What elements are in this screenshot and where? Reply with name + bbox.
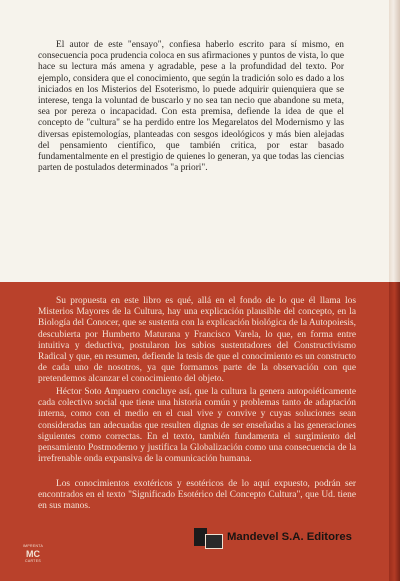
synopsis-paragraph-closing: Los conocimientos exotéricos y esotéricos de lo aquí expuesto, podrán ser encontrados en el texto "Significado Esotérico del Concepto Cultura", que Ud. tiene en sus manos. bbox=[38, 479, 356, 512]
imprint-line-1: IMPRENTA bbox=[22, 544, 44, 548]
book-spine-edge-lower bbox=[389, 282, 400, 581]
synopsis-paragraph-proposal: Su propuesta en este libro es qué, allá en el fondo de lo que él llama los Misterios Mayores de la Cultura, hay una explicación plausible del concepto, en la Biología del Conocer, que se sustenta con la explicación biológica de la Autopoiesis, descubierta por Humberto Maturana y Francisco Varela, lo que, en forma entre intuitiva y deductiva, postularon los sabios sustentadores del Constructivismo Radical y que, en resumen, defiende la tesis de que el conocimiento es un constructo de cada uno de nosotros, ya que formamos parte de la observación con que pretendemos alcanzar el conocimiento del objeto. bbox=[38, 296, 356, 385]
imprint-mark bbox=[20, 544, 46, 572]
publisher-logo-icon bbox=[194, 526, 222, 548]
publisher-block bbox=[194, 525, 352, 549]
synopsis-paragraph-intro: El autor de este "ensayo", confiesa haberlo escrito para sí mismo, en consecuencia poca prudencia coloca en sus afirmaciones y puntos de vista, lo que hace su lectura más amena y agradable, pese a la profundidad del texto. Por ejemplo, considera que el conocimiento, que según la tradición solo es dado a los iniciados en los Misterios del Esoterismo, lo puede adquirir quienquiera que se interese, tenga la voluntad de buscarlo y no sea tan necio que abandone su meta, sea por pereza o incapacidad. Con esta premisa, defiende la idea de que el concepto de "cultura" se ha perdido entre los Megarelatos del Modernismo y las diversas epistemologías, planteadas con sesgos ideológicos y más bien alejadas del pensamiento científico, que también critica, por estar basado fundamentalmente en el prestigio de quienes lo generan, ya que todas las ciencias parten de postulados determinados "a priori". bbox=[38, 40, 344, 174]
imprint-monogram: MC bbox=[26, 549, 40, 559]
imprint-line-3: CARTES bbox=[25, 559, 41, 563]
top-panel bbox=[0, 0, 389, 282]
publisher-name: Mandevel S.A. Editores bbox=[227, 531, 352, 543]
synopsis-paragraph-conclusion: Héctor Soto Ampuero concluye así, que la cultura la genera autopoiéticamente cada colectivo social que tiene una historia común y problemas tanto de adaptación interna, como con el medio en el cual vive y convive y cuyas soluciones sean consideradas tan adecuadas que resulten dignas de ser enseñadas a las generaciones siguientes como correctas. En el texto, también fundamenta el surgimiento del pensamiento Postmoderno y justifica la Globalización como una consecuencia de la irrefrenable onda expansiva de la comunicación humana. bbox=[38, 387, 356, 465]
